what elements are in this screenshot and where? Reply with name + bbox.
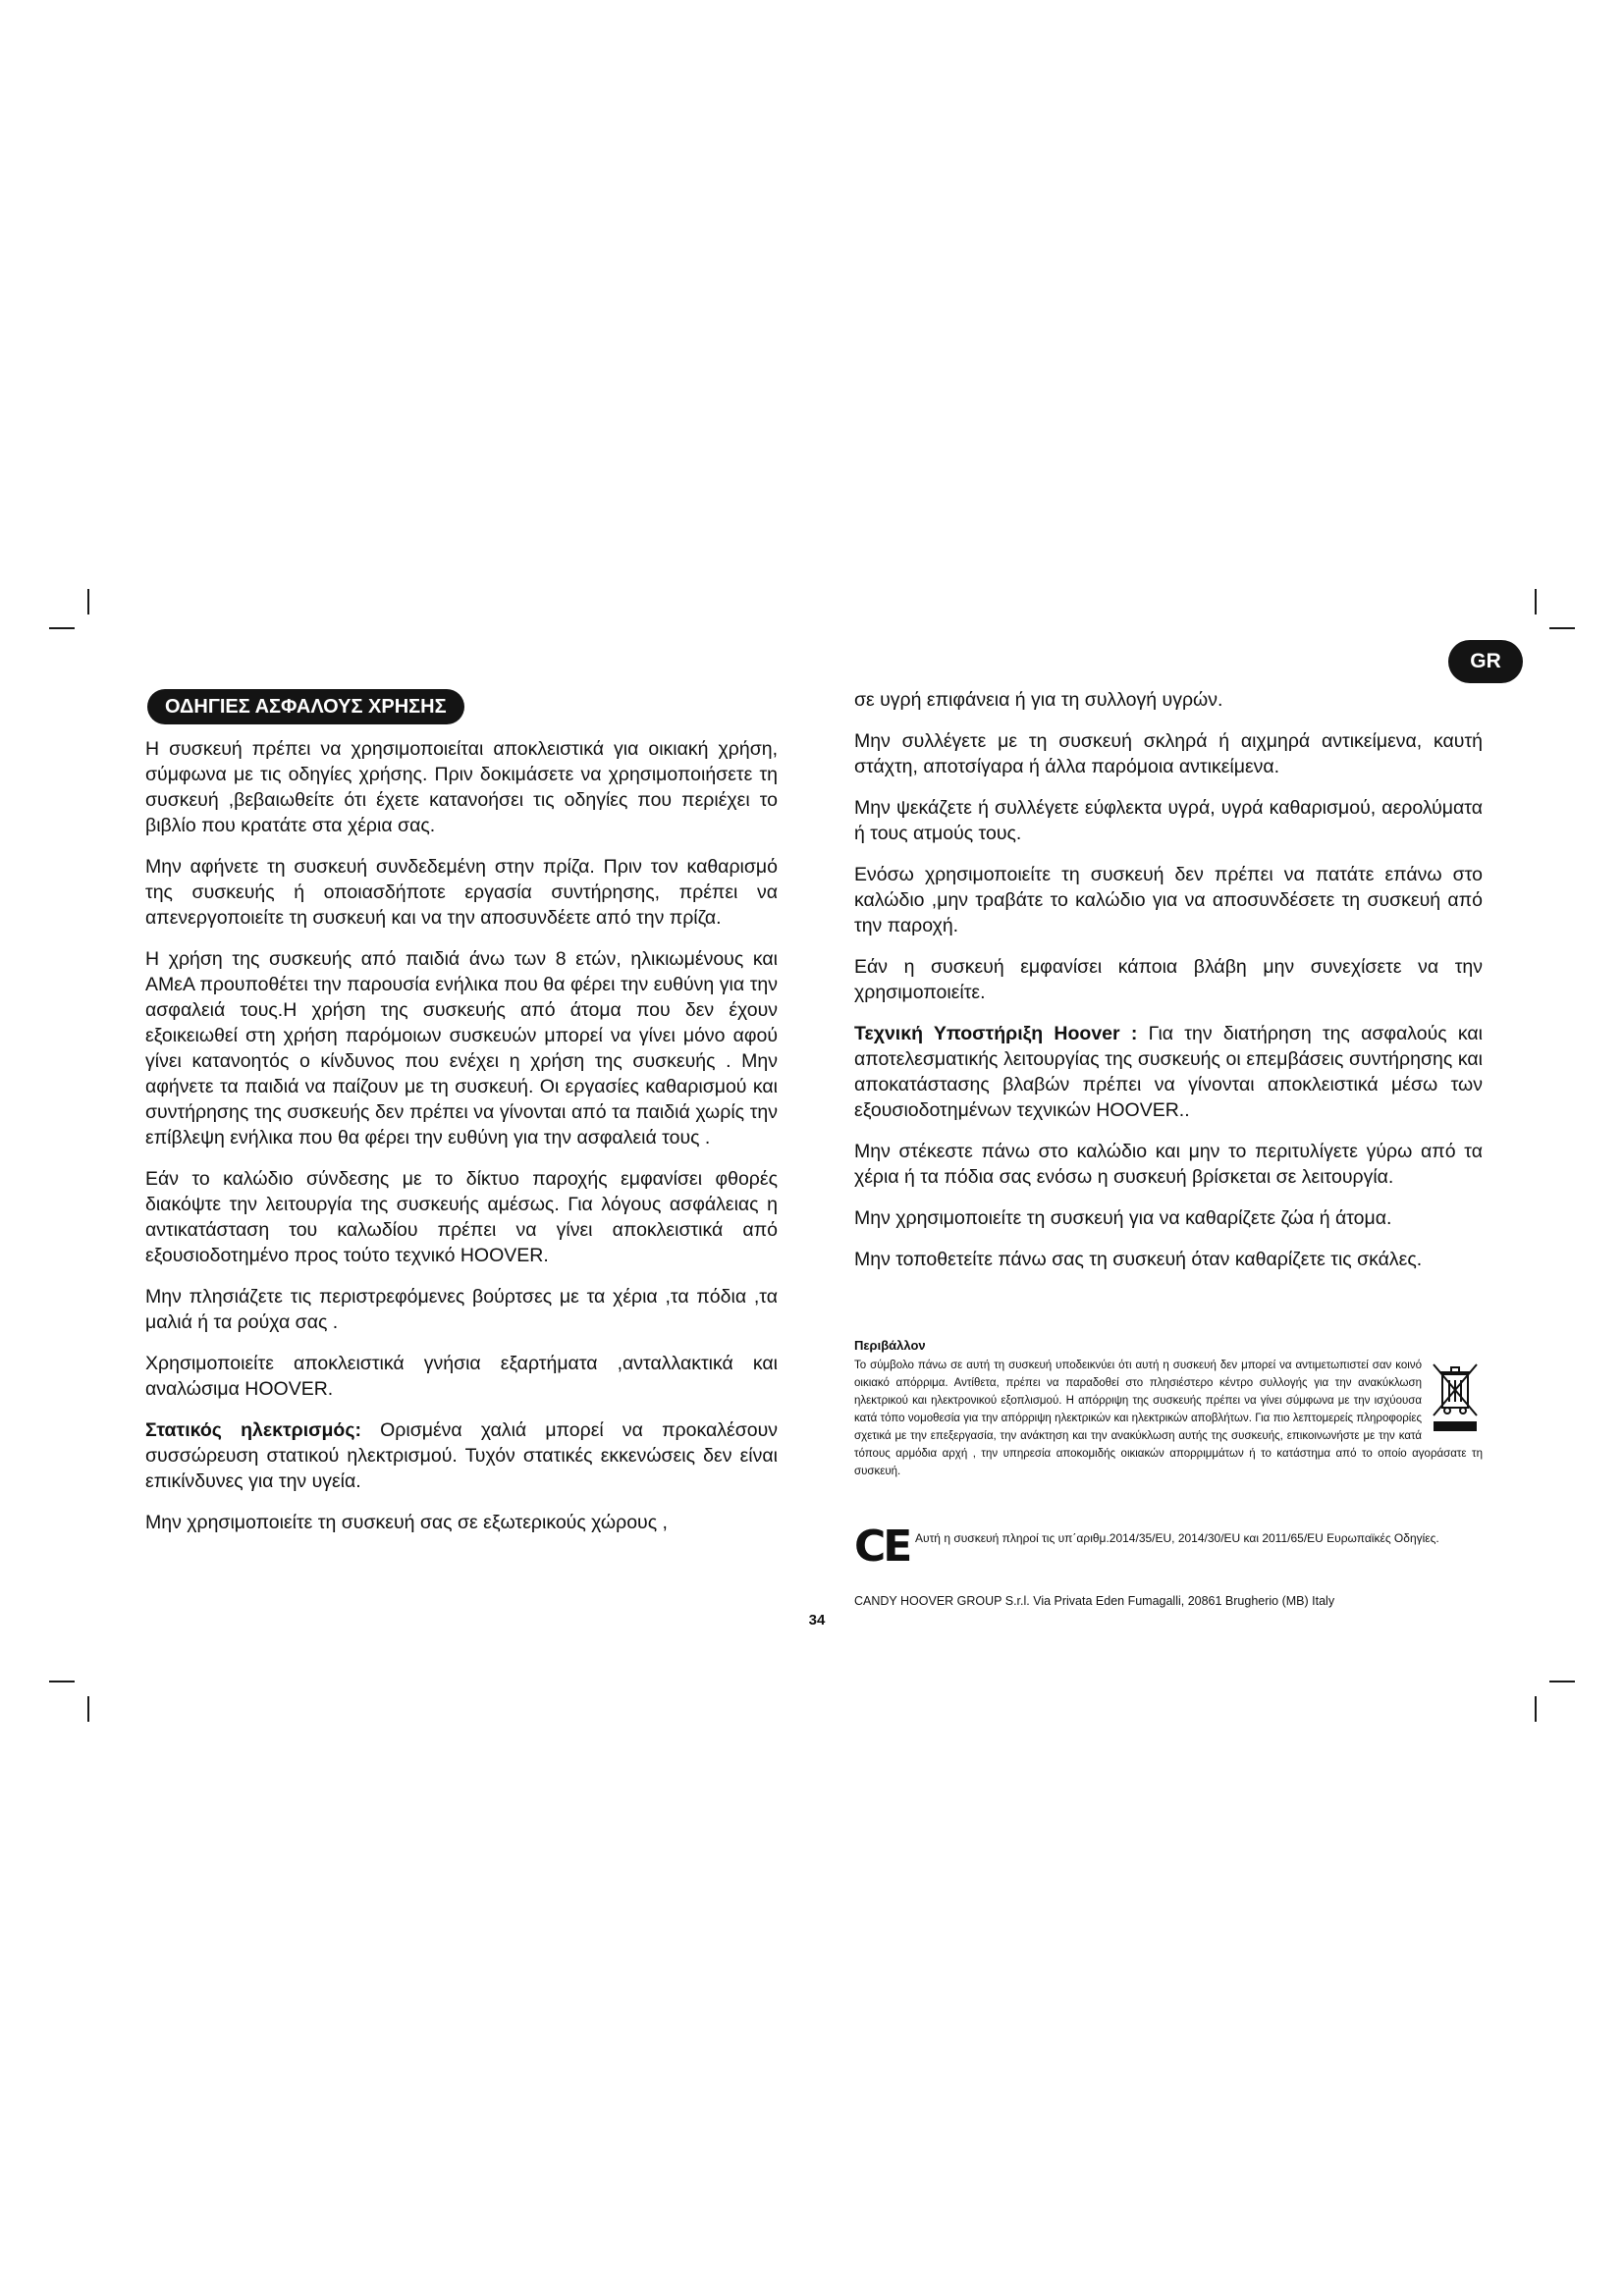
paragraph: Μην πλησιάζετε τις περιστρεφόμενες βούρτσες με τα χέρια ,τα πόδια ,τα μαλιά ή τα ρούχα σας .	[145, 1286, 778, 1333]
paragraph: Μην χρησιμοποιείτε τη συσκευή για να καθαρίζετε ζώα ή άτομα.	[854, 1207, 1392, 1229]
paragraph	[854, 1021, 1483, 1123]
crop-mark	[1549, 1681, 1575, 1682]
paragraph: Εάν το καλώδιο σύνδεσης με το δίκτυο παροχής εμφανίσει φθορές διακόψτε την λειτουργία της συσκευής αμέσως. Για λόγους ασφάλειας η αντικατάσταση του καλωδίου πρέπει να γίνει αποκλειστικά από εξουσιοδοτημένο προς τούτο τεχνικό HOOVER.	[145, 1168, 778, 1266]
left-column	[145, 689, 778, 1551]
paragraph: Μην αφήνετε τη συσκευή συνδεδεμένη στην πρίζα. Πριν τον καθαρισμό της συσκευής ή οποιασδήποτε εργασία συντήρησης, πρέπει να απενεργοποιείτε τη συσκευή και να την αποσυνδέετε από την πρίζα.	[145, 856, 778, 929]
ce-mark-icon: CE	[854, 1522, 910, 1572]
environment-title: Περιβάλλον	[854, 1338, 926, 1353]
paragraph: Η συσκευή πρέπει να χρησιμοποιείται αποκλειστικά για οικιακή χρήση, σύμφωνα με τις οδηγίες χρήσης. Πριν δοκιμάσετε να χρησιμοποιήσετε τη συσκευή ,βεβαιωθείτε ότι έχετε κατανοήσει τις οδηγίες που περιέχει το βιβλίο που κρατάτε στα χέρια σας.	[145, 738, 778, 836]
crossed-bin-icon	[1428, 1359, 1483, 1439]
language-badge: GR	[1448, 640, 1523, 683]
paragraph: Μην χρησιμοποιείτε τη συσκευή σας σε εξωτερικούς χώρους ,	[145, 1512, 668, 1533]
right-column	[854, 687, 1483, 1288]
paragraph: Μην συλλέγετε με τη συσκευή σκληρά ή αιχμηρά αντικείμενα, καυτή στάχτη, αποτσίγαρα ή άλλα παρόμοια αντικείμενα.	[854, 730, 1483, 777]
paragraph: Η χρήση της συσκευής από παιδιά άνω των 8 ετών, ηλικιωμένους και ΑΜεΑ προυποθέτει την παρουσία ενήλικα που θα φέρει την ευθύνη για την ασφαλειά τους.Η χρήση της συσκευής από άτομα που δεν έχουν εξοικειωθεί στη χρήση παρόμοιων συσκευών μπορεί να γίνει μόνο αφού γίνει κατανοητός ο κίνδυνος που ενέχει η χρήση της συσκευής . Μην αφήνετε τα παιδιά να παίζουν με τη συσκευή. Οι εργασίες καθαρισμού και συντήρησης της συσκευής δεν πρέπει να γίνονται από τα παιδιά χωρίς την επίβλεψη ενήλικα που θα φέρει την ευθύνη για την ασφαλειά τους .	[145, 948, 778, 1148]
paragraph: Μην τοποθετείτε πάνω σας τη συσκευή όταν καθαρίζετε τις σκάλες.	[854, 1249, 1423, 1270]
crop-mark	[87, 589, 89, 614]
page-number: 34	[808, 1612, 826, 1629]
paragraph: Χρησιμοποιείτε αποκλειστικά γνήσια εξαρτήματα ,ανταλλακτικά και αναλώσιμα HOOVER.	[145, 1353, 778, 1400]
paragraph-text: Για την διατήρηση της ασφαλούς και αποτελεσματικής λειτουργίας της συσκευής οι επεμβάσεις συντήρησης και αποκατάστασης βλαβών πρέπει να γίνονται αποκλειστικά μέσω των εξουσιοδοτημένων τεχνικών HOOVER..	[854, 1023, 1483, 1121]
paragraph: Εάν η συσκευή εμφανίσει κάποια βλάβη μην συνεχίσετε να την χρησιμοποιείτε.	[854, 956, 1483, 1003]
paragraph-text: Ορισμένα χαλιά μπορεί να προκαλέσουν συσσώρευση στατικού ηλεκτρισμού. Τυχόν στατικές εκκενώσεις δεν είναι επικίνδυνες για την υγεία.	[145, 1419, 779, 1492]
ce-text: Αυτή η συσκευή πληροί τις υπ΄αριθμ.2014/35/EU, 2014/30/EU και 2011/65/EU Ευρωπαϊκές Οδηγίες.	[915, 1531, 1439, 1545]
environment-notice	[854, 1337, 1483, 1480]
paragraph: Μην ψεκάζετε ή συλλέγετε εύφλεκτα υγρά, υγρά καθαρισμού, αερολύματα ή τους ατμούς τους.	[854, 797, 1483, 844]
paragraph-lead: Τεχνική Υποστήριξη Hoover :	[854, 1023, 1138, 1044]
paragraph: Ενόσω χρησιμοποιείτε τη συσκευή δεν πρέπει να πατάτε επάνω στο καλώδιο ,μην τραβάτε το καλώδιο για να αποσυνδέσετε τη συσκευή από την παροχή.	[854, 864, 1483, 936]
paragraph: σε υγρή επιφάνεια ή για τη συλλογή υγρών.	[854, 689, 1223, 711]
crop-mark	[1535, 1696, 1537, 1722]
manufacturer-address: CANDY HOOVER GROUP S.r.l. Via Privata Eden Fumagalli, 20861 Brugherio (MB) Italy	[854, 1594, 1335, 1608]
crop-mark	[1549, 627, 1575, 629]
crop-mark	[49, 627, 75, 629]
ce-declaration	[854, 1523, 1483, 1573]
paragraph: Μην στέκεστε πάνω στο καλώδιο και μην το περιτυλίγετε γύρω από τα χέρια ή τα πόδια σας ενόσω η συσκευή βρίσκεται σε λειτουργία.	[854, 1141, 1483, 1188]
section-heading: ΟΔΗΓΙΕΣ ΑΣΦΑΛΟΥΣ ΧΡΗΣΗΣ	[147, 689, 464, 724]
crop-mark	[1535, 589, 1537, 614]
paragraph-lead: Στατικός ηλεκτρισμός:	[145, 1419, 361, 1441]
crop-mark	[49, 1681, 75, 1682]
crop-mark	[87, 1696, 89, 1722]
paragraph	[145, 1417, 778, 1494]
environment-text: Το σύμβολο πάνω σε αυτή τη συσκευή υποδεικνύει ότι αυτή η συσκευή δεν μπορεί να αντιμετωπιστεί σαν κοινό οικιακό απόρριμα. Αντίθετα, πρέπει να παραδοθεί στο πλησιέστερο κέντρο συλλογής για την ανακύκλωση ηλεκτρικού και ηλεκτρονικού εξοπλισμού. Η απόρριψη της συσκευής πρέπει να γίνει σύμφωνα με την ισχύουσα κατά τόπο νομοθεσία για την απόρριψη ηλεκτρικών και ηλεκτρικών αποβλήτων. Για πιο λεπτομερείς πληροφορίες σχετικά με την επεξεργασία, την ανάκτηση και την ανακύκλωση αυτής της συσκευής, επικοινωνήστε με την κατά τόπους αρμόδια αρχή , την υπηρεσία αποκομιδής οικιακών απορριμμάτων ή το κατάστημα από το οποίο αγοράσατε τη συσκευή.	[854, 1360, 1483, 1477]
